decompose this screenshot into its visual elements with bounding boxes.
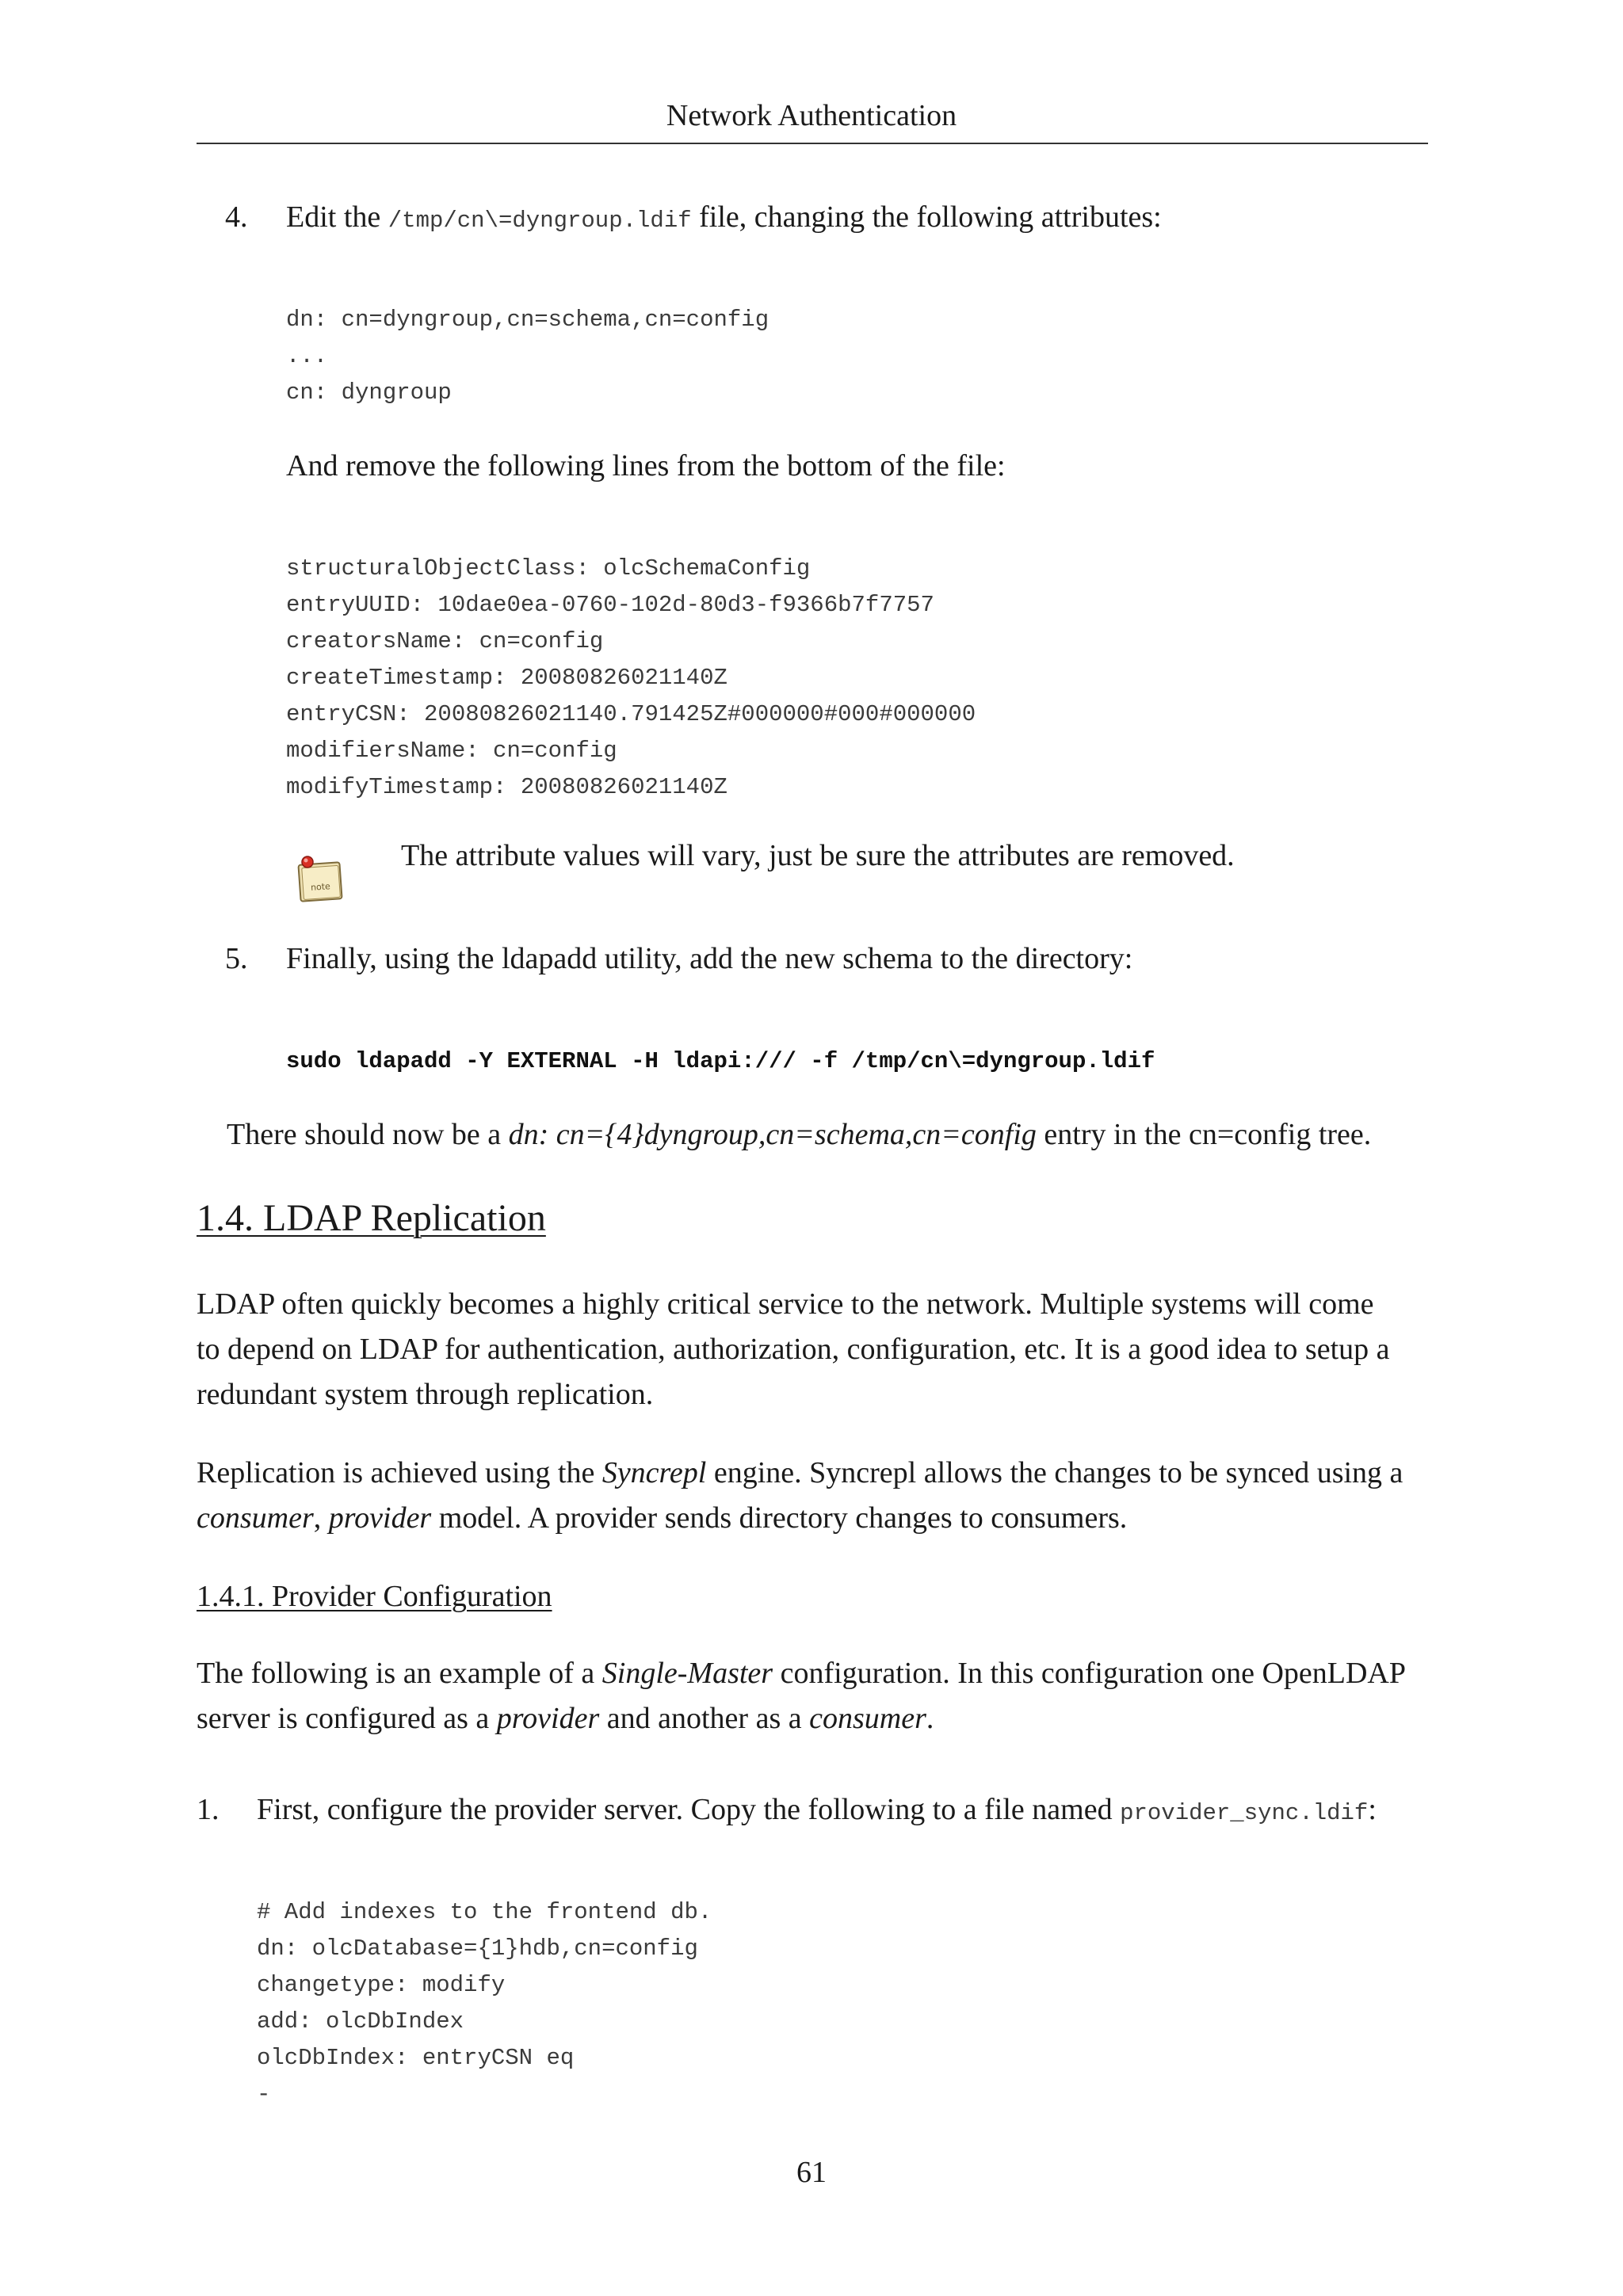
section-heading: 1.4. LDAP Replication: [197, 1197, 546, 1239]
step-4-filename: /tmp/cn\=dyngroup.ldif: [388, 208, 692, 234]
code-line: changetype: modify: [257, 1972, 506, 1998]
text-run: configuration. In this configuration one OpenLDAP: [773, 1657, 1406, 1690]
text-run: provider: [328, 1501, 432, 1535]
step-4-text: [286, 198, 1162, 240]
text-run: and another as a: [599, 1702, 810, 1735]
code-line: createTimestamp: 20080826021140Z: [286, 665, 727, 691]
step-1-text: [257, 1791, 1377, 1833]
paragraph-line: [197, 1699, 934, 1737]
code-line: modifiersName: cn=config: [286, 738, 617, 764]
page-number: 61: [796, 2156, 827, 2189]
code-line: ...: [286, 343, 328, 369]
step-5-number: 5.: [225, 942, 248, 975]
result-text-before: There should now be a: [227, 1118, 509, 1151]
text-run: The following is an example of a: [197, 1657, 602, 1690]
paragraph-line: [197, 1654, 1406, 1692]
paragraph-line: redundant system through replication.: [197, 1378, 654, 1411]
remove-instruction: And remove the following lines from the bottom of the file:: [286, 449, 1006, 482]
step-4-number: 4.: [225, 200, 248, 234]
paragraph-line: [197, 1454, 1403, 1492]
paragraph-line: to depend on LDAP for authentication, authorization, configuration, etc. It is a good idea to setup a: [197, 1333, 1390, 1366]
text-run: provider: [496, 1702, 600, 1735]
result-text-after: entry in the cn=config tree.: [1036, 1118, 1372, 1151]
paragraph-line: [197, 1499, 1127, 1537]
text-run: .: [926, 1702, 934, 1735]
code-line: modifyTimestamp: 20080826021140Z: [286, 774, 727, 800]
note-icon: [292, 849, 349, 906]
result-sentence: [227, 1116, 1371, 1154]
ldapadd-command: sudo ldapadd -Y EXTERNAL -H ldapi:/// -f /tmp/cn\=dyngroup.ldif: [286, 1048, 1155, 1074]
step-1-filename: provider_sync.ldif: [1120, 1800, 1369, 1826]
text-run: ,: [313, 1501, 329, 1535]
note-icon-label: note: [310, 881, 331, 893]
text-run: Replication is achieved using the: [197, 1456, 602, 1489]
text-run: Single-Master: [601, 1657, 773, 1690]
step-1-colon: :: [1368, 1793, 1377, 1826]
code-line: structuralObjectClass: olcSchemaConfig: [286, 555, 811, 582]
code-line: # Add indexes to the frontend db.: [257, 1899, 712, 1925]
code-line: entryCSN: 20080826021140.791425Z#000000#000#000000: [286, 701, 976, 727]
note-text: The attribute values will vary, just be sure the attributes are removed.: [401, 839, 1235, 872]
step-4-text-before: Edit the: [286, 200, 388, 234]
code-line: -: [257, 2081, 271, 2107]
code-line: add: olcDbIndex: [257, 2008, 464, 2035]
text-run: server is configured as a: [197, 1702, 497, 1735]
step-1-text-before: First, configure the provider server. Copy the following to a file named: [257, 1793, 1121, 1826]
text-run: Syncrepl: [601, 1456, 707, 1489]
code-line: cn: dyngroup: [286, 379, 452, 406]
paragraph-line: LDAP often quickly becomes a highly critical service to the network. Multiple systems will come: [197, 1287, 1374, 1321]
step-1-number: 1.: [197, 1793, 220, 1826]
code-line: entryUUID: 10dae0ea-0760-102d-80d3-f9366b7f7757: [286, 592, 934, 618]
result-dn: dn: cn={4}dyngroup,cn=schema,cn=config: [508, 1118, 1037, 1151]
text-run: model. A provider sends directory changes to consumers.: [431, 1501, 1128, 1535]
subsection-heading: 1.4.1. Provider Configuration: [197, 1580, 552, 1613]
header-rule: [197, 143, 1428, 144]
code-line: creatorsName: cn=config: [286, 628, 604, 654]
code-line: dn: cn=dyngroup,cn=schema,cn=config: [286, 307, 769, 333]
running-header: Network Authentication: [666, 99, 957, 132]
text-run: consumer: [809, 1702, 926, 1735]
step-4-text-after: file, changing the following attributes:: [691, 200, 1162, 234]
code-line: olcDbIndex: entryCSN eq: [257, 2045, 575, 2071]
step-5-text: Finally, using the ldapadd utility, add the new schema to the directory:: [286, 942, 1133, 975]
text-run: engine. Syncrepl allows the changes to be synced using a: [706, 1456, 1403, 1489]
text-run: consumer: [197, 1501, 314, 1535]
code-line: dn: olcDatabase={1}hdb,cn=config: [257, 1936, 698, 1962]
